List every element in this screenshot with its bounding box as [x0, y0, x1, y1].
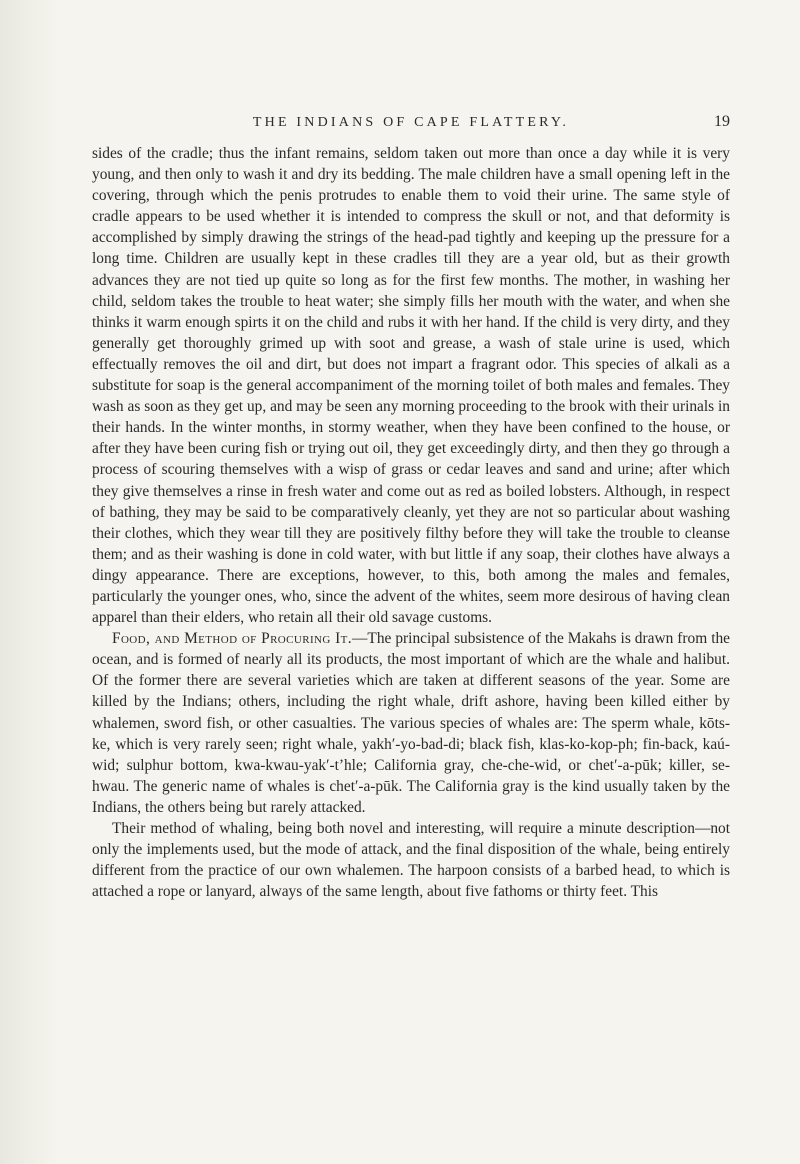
paragraph-whaling: Their method of whaling, being both novel and interesting, will require a minute description—not only the implements used, but the mode of attack, and the final disposition of the whale, being entirely different from the practice of our own whalemen. The harpoon consists of a barbed head, to which is attached a rope or lanyard, always of the same length, about five fathoms or thirty feet. This [92, 820, 730, 901]
running-title: THE INDIANS OF CAPE FLATTERY. [252, 115, 570, 130]
paragraph-food [92, 628, 730, 818]
page-number: 19 [714, 113, 730, 130]
page-edge-shadow [0, 0, 60, 1164]
section-heading-food: Food, and Method of Procuring It. [112, 630, 353, 648]
running-head [92, 112, 730, 136]
paragraph-food-body: —The principal subsistence of the Makahs is drawn from the ocean, and is formed of nearly all its products, the most important of which are the whale and halibut. Of the former there are several varieties which are taken at different seasons of the year. Some are killed by the Indians; others, including the right whale, drift ashore, having been killed either by whalemen, sword fish, or other casualties. The various species of whales are: The sperm whale, kōts-ke, which is very rarely seen; right whale, yakh′-yo-bad-di; black fish, klas-ko-kop-ph; fin-back, kaú-wid; sulphur bottom, kwa-kwau-yak′-t’hle; California gray, che-che-wid, or chet′-a-pūk; killer, se-hwau. The generic name of whales is chet′-a-pūk. The California gray is the kind usually taken by the Indians, the others being but rarely attacked. [92, 630, 731, 816]
paragraph-cradle-hygiene: sides of the cradle; thus the infant remains, seldom taken out more than once a day while it is very young, and then only to wash it and dry its bedding. The male children have a small opening left in the covering, through which the penis protrudes to enable them to void their urine. The same style of cradle appears to be used whether it is intended to compress the skull or not, and that deformity is accomplished by simply drawing the strings of the head-pad tightly and keeping up the pressure for a long time. Children are usually kept in these cradles till they are a year old, but as their growth advances they are not tied up quite so long as for the first few months. The mother, in washing her child, seldom takes the trouble to heat water; she simply fills her mouth with the water, and when she thinks it warm enough spirts it on the child and rubs it with her hand. If the child is very dirty, and they generally get thoroughly grimed up with soot and grease, a wash of stale urine is used, which effectually removes the oil and dirt, but does not impart a fragrant odor. This species of alkali as a substitute for soap is the general accompaniment of the morning toilet of both males and females. They wash as soon as they get up, and may be seen any morning proceeding to the brook with their urinals in their hands. In the winter months, in stormy weather, when they have been confined to the house, or after they have been curing fish or trying out oil, they get exceedingly dirty, and then they go through a process of scouring themselves with a wisp of grass or cedar leaves and sand and urine; after which they give themselves a rinse in fresh water and come out as red as boiled lobsters. Although, in respect of bathing, they may be said to be comparatively cleanly, yet they are not so particular about washing their clothes, which they wear till they are positively filthy before they will take the trouble to cleanse them; and as their washing is done in cold water, with but little if any soap, their clothes have always a dingy appearance. There are exceptions, however, to this, both among the males and females, particularly the younger ones, who, since the advent of the whites, seem more desirous of having clean apparel than their elders, who retain all their old savage customs. [92, 145, 730, 627]
body-text [92, 143, 730, 902]
